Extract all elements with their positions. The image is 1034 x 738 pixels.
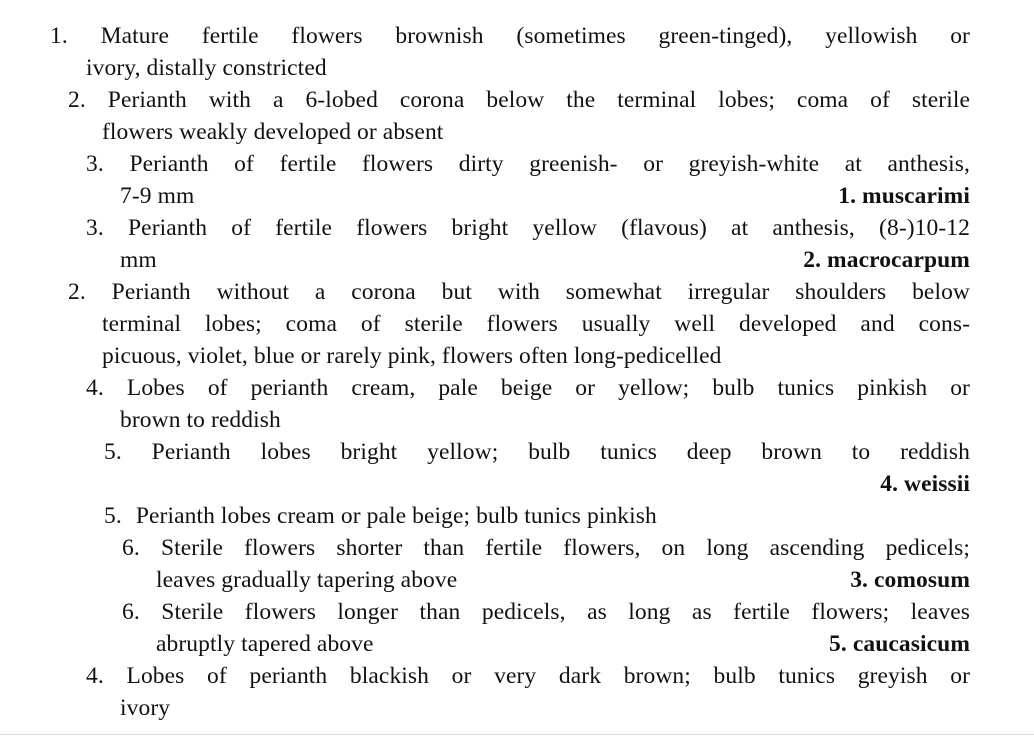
entry-text: Sterile flowers longer than pedicels, as long as fertile flowers; leaves bbox=[161, 599, 970, 625]
key-entry bbox=[50, 20, 970, 84]
entry-line bbox=[104, 436, 970, 468]
entry-line bbox=[122, 628, 970, 660]
taxon-name: 1. muscarimi bbox=[838, 183, 970, 209]
couplet-number: 2. bbox=[68, 279, 86, 305]
couplet-number: 6. bbox=[122, 599, 140, 625]
entry-text: brown to reddish bbox=[120, 407, 281, 433]
couplet-number: 5. bbox=[104, 503, 122, 529]
entry-text: Mature fertile flowers brownish (sometimes green-tinged), yellowish or bbox=[100, 23, 970, 49]
entry-line bbox=[50, 20, 970, 52]
entry-line bbox=[86, 372, 970, 404]
taxon-name: 3. comosum bbox=[850, 567, 970, 593]
key-entry bbox=[50, 276, 970, 372]
entry-text: Perianth of fertile flowers bright yellow (flavous) at anthesis, (8-)10-12 bbox=[128, 215, 970, 241]
entry-line bbox=[68, 84, 970, 116]
entry-line bbox=[86, 212, 970, 244]
couplet-number: 4. bbox=[86, 663, 104, 689]
key-entry bbox=[50, 660, 970, 724]
entry-text: terminal lobes; coma of sterile flowers usually well developed and cons- bbox=[102, 311, 970, 337]
entry-text: picuous, violet, blue or rarely pink, flowers often long-pedicelled bbox=[102, 343, 722, 369]
entry-line bbox=[68, 308, 970, 340]
entry-text: Perianth lobes cream or pale beige; bulb tunics pinkish bbox=[135, 503, 657, 529]
entry-text: Lobes of perianth blackish or very dark brown; bulb tunics greyish or bbox=[126, 663, 970, 689]
key-entry bbox=[50, 500, 970, 532]
page-bottom-edge bbox=[0, 734, 1034, 735]
entry-text: Sterile flowers shorter than fertile flowers, on long ascending pedicels; bbox=[160, 535, 970, 561]
entry-text: ivory, distally constricted bbox=[86, 55, 327, 81]
couplet-number: 2. bbox=[68, 87, 86, 113]
taxon-name: 2. macrocarpum bbox=[803, 247, 970, 273]
entry-line bbox=[104, 468, 970, 500]
key-entry bbox=[50, 372, 970, 436]
entry-text: mm bbox=[120, 247, 157, 273]
entry-line bbox=[86, 404, 970, 436]
entry-line bbox=[122, 596, 970, 628]
entry-line bbox=[68, 276, 970, 308]
entry-text: Perianth of fertile flowers dirty greenish- or greyish-white at anthesis, bbox=[129, 151, 970, 177]
couplet-number: 1. bbox=[50, 23, 68, 49]
couplet-number: 3. bbox=[86, 151, 104, 177]
key-entry bbox=[50, 148, 970, 212]
taxon-name: 4. weissii bbox=[880, 471, 970, 497]
entry-text: Perianth without a corona but with somewhat irregular shoulders below bbox=[111, 279, 970, 305]
taxon-name: 5. caucasicum bbox=[829, 631, 970, 657]
key-entry bbox=[50, 532, 970, 596]
entry-line bbox=[68, 340, 970, 372]
entry-text: 7-9 mm bbox=[120, 183, 195, 209]
couplet-number: 3. bbox=[86, 215, 104, 241]
entry-line bbox=[86, 692, 970, 724]
entry-text: Perianth with a 6-lobed corona below the terminal lobes; coma of sterile bbox=[107, 87, 970, 113]
entry-text: Perianth lobes bright yellow; bulb tunics deep brown to reddish bbox=[151, 439, 970, 465]
key-entry bbox=[50, 84, 970, 148]
entry-text: flowers weakly developed or absent bbox=[102, 119, 444, 145]
entry-line bbox=[50, 52, 970, 84]
couplet-number: 6. bbox=[122, 535, 140, 561]
entry-text: Lobes of perianth cream, pale beige or yellow; bulb tunics pinkish or bbox=[126, 375, 970, 401]
couplet-number: 5. bbox=[104, 439, 122, 465]
identification-key bbox=[50, 20, 970, 724]
entry-text: abruptly tapered above bbox=[156, 631, 374, 657]
entry-line bbox=[68, 116, 970, 148]
entry-line bbox=[86, 660, 970, 692]
entry-line bbox=[122, 532, 970, 564]
entry-line bbox=[122, 564, 970, 596]
entry-line bbox=[86, 244, 970, 276]
entry-line bbox=[86, 148, 970, 180]
entry-text: ivory bbox=[120, 695, 171, 721]
key-entry bbox=[50, 212, 970, 276]
entry-line bbox=[104, 500, 970, 532]
entry-line bbox=[86, 180, 970, 212]
key-entry bbox=[50, 436, 970, 500]
key-entry bbox=[50, 596, 970, 660]
couplet-number: 4. bbox=[86, 375, 104, 401]
entry-text: leaves gradually tapering above bbox=[156, 567, 458, 593]
